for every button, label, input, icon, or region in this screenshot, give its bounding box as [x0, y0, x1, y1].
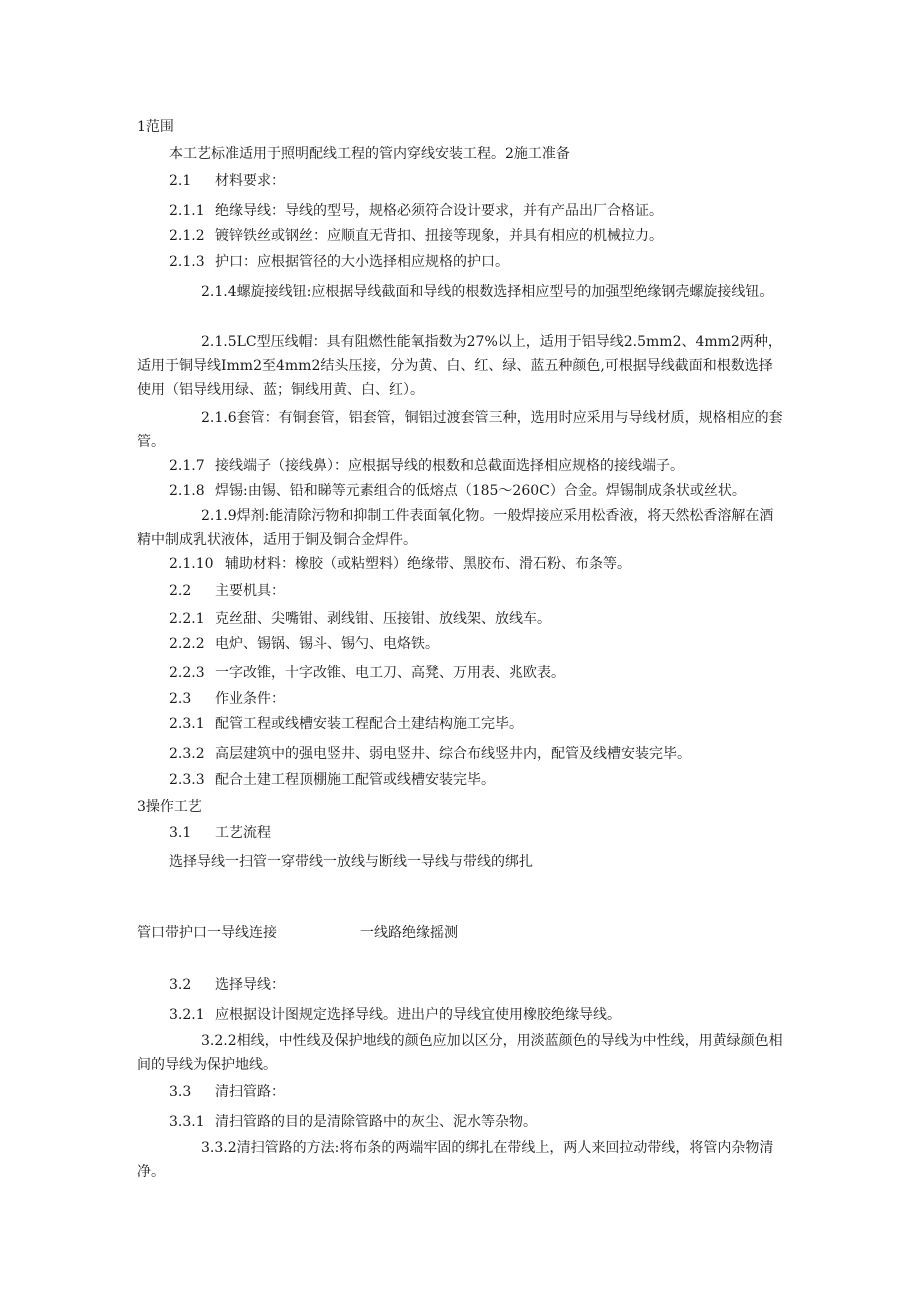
item-text: 焊锡:由锡、铅和睇等元素组合的低熔点（185～260C）合金。焊锡制成条状或丝状。 — [215, 483, 746, 499]
item-3-3-1 — [169, 1112, 537, 1132]
item-text: 套管：有铜套管，铝套管，铜铝过渡套管三种，选用时应采用与导线材质，规格相应的套管。 — [137, 410, 783, 450]
item-2-1-2 — [169, 226, 663, 246]
item-text: 清扫管路的目的是清除管路中的灰尘、泥水等杂物。 — [215, 1114, 537, 1130]
item-text: 选择导线： — [215, 977, 285, 993]
item-2-1-4 — [137, 280, 785, 304]
item-text: 作业条件： — [215, 691, 285, 707]
item-text: 配合土建工程顶棚施工配管或线槽安装完毕。 — [215, 772, 495, 788]
item-number: 2.1.6 — [201, 410, 237, 426]
item-text: 焊剂:能清除污物和抑制工件表面氧化物。一般焊接应采用松香液，将天然松香溶解在酒精中制成乳状液体，适用于铜及铜合金焊件。 — [137, 508, 774, 548]
item-number: 2.3.1 — [169, 716, 205, 732]
item-2-2 — [169, 581, 285, 601]
item-text: 主要机具： — [215, 583, 285, 599]
flow-line-1: 选择导线一扫管一穿带线一放线与断线一导线与带线的绑扎 — [169, 854, 533, 870]
item-text: 清扫管路： — [215, 1084, 285, 1100]
item-number: 2.1 — [169, 173, 192, 189]
item-number: 2.1.1 — [169, 203, 205, 219]
item-text: 配管工程或线槽安装工程配合土建结构施工完毕。 — [215, 716, 523, 732]
item-text: LC型压线帽：具有阻燃性能氧指数为27%以上，适用于铝导线2.5mm2、4mm2两种，适用于铜导线Imm2至4mm2结头压接，分为黄、白、红、绿、蓝五种颜色,可根据导线截面和根数选择使用（铝导线用绿、蓝；铜线用黄、白、红）。 — [137, 334, 782, 398]
item-text: 镀锌铁丝或钢丝：应顺直无背扣、扭接等现象，并具有相应的机械拉力。 — [215, 228, 663, 244]
item-text: 接线端子（接线鼻）：应根据导线的根数和总截面选择相应规格的接线端子。 — [215, 458, 684, 474]
item-text: 电炉、锡锅、锡斗、锡勺、电烙铁。 — [215, 636, 439, 652]
item-text: 高层建筑中的强电竖井、弱电竖井、综合布线竖井内，配管及线槽安装完毕。 — [215, 746, 691, 762]
item-2-1-7 — [169, 456, 684, 476]
section-1-title: 1范围 — [137, 119, 174, 135]
item-number: 2.2 — [169, 583, 192, 599]
item-2-3-3 — [169, 770, 495, 790]
item-2-1-5 — [137, 330, 785, 402]
item-2-1 — [169, 171, 285, 191]
item-number: 3.2.2 — [201, 1033, 237, 1049]
item-2-3-2 — [169, 744, 691, 764]
item-number: 2.2.2 — [169, 636, 205, 652]
item-number: 3.1 — [169, 825, 192, 841]
item-number: 2.3.3 — [169, 772, 205, 788]
item-number: 2.1.5 — [201, 334, 237, 350]
item-2-1-10 — [169, 554, 631, 574]
item-text: 螺旋接线钮:应根据导线截面和导线的根数选择相应型号的加强型绝缘钢壳螺旋接线钮。 — [236, 284, 774, 300]
item-2-2-2 — [169, 634, 439, 654]
item-3-3 — [169, 1082, 285, 1102]
item-3-2-1 — [169, 1005, 621, 1025]
item-3-1 — [169, 823, 271, 843]
item-2-1-1 — [169, 201, 663, 221]
item-text: 相线，中性线及保护地线的颜色应加以区分，用淡蓝颜色的导线为中性线，用黄绿颜色相间的导线为保护地线。 — [137, 1033, 783, 1073]
flow-line-2-left: 管口带护口一导线连接 — [137, 925, 277, 941]
item-2-1-6 — [137, 406, 785, 454]
item-number: 2.1.4 — [201, 284, 237, 300]
item-2-1-3 — [169, 252, 509, 272]
item-2-3 — [169, 689, 285, 709]
item-text: 辅助材料：橡胶（或粘塑料）绝缘带、黑胶布、滑石粉、布条等。 — [225, 556, 631, 572]
item-2-2-1 — [169, 609, 551, 629]
item-number: 2.3.2 — [169, 746, 205, 762]
item-3-2-2 — [137, 1029, 785, 1077]
item-text: 绝缘导线：导线的型号，规格必须符合设计要求，并有产品出厂合格证。 — [215, 203, 663, 219]
item-number: 2.1.3 — [169, 254, 205, 270]
item-3-2 — [169, 975, 285, 995]
item-number: 2.2.1 — [169, 611, 205, 627]
item-number: 2.1.10 — [169, 556, 214, 572]
item-2-1-8 — [169, 481, 746, 501]
section-3-title: 3操作工艺 — [137, 799, 202, 815]
item-text: 应根据设计图规定选择导线。进出户的导线宜使用橡胶绝缘导线。 — [215, 1007, 621, 1023]
item-number: 2.1.2 — [169, 228, 205, 244]
item-text: 材料要求： — [215, 173, 285, 189]
item-2-2-3 — [169, 663, 565, 683]
item-text: 护口：应根据管径的大小选择相应规格的护口。 — [215, 254, 509, 270]
item-3-3-2 — [137, 1136, 785, 1184]
item-number: 3.3.1 — [169, 1114, 205, 1130]
section-1-body: 本工艺标准适用于照明配线工程的管内穿线安装工程。2施工准备 — [169, 146, 570, 162]
item-number: 2.1.8 — [169, 483, 205, 499]
item-number: 2.1.7 — [169, 458, 205, 474]
item-2-3-1 — [169, 714, 523, 734]
item-number: 2.2.3 — [169, 665, 205, 681]
item-number: 3.3.2 — [201, 1140, 237, 1156]
item-text: 克丝甜、尖嘴钳、剥线钳、压接钳、放线架、放线车。 — [215, 611, 551, 627]
item-number: 2.1.9 — [201, 508, 237, 524]
item-number: 3.2.1 — [169, 1007, 205, 1023]
item-2-1-9 — [137, 504, 785, 552]
flow-line-2-right: 一线路绝缘摇测 — [360, 925, 458, 941]
item-number: 2.3 — [169, 691, 192, 707]
item-text: 清扫管路的方法:将布条的两端牢固的绑扎在带线上，两人来回拉动带线，将管内杂物清净。 — [137, 1140, 774, 1180]
item-text: 一字改锥，十字改锥、电工刀、高凳、万用表、兆欧表。 — [215, 665, 565, 681]
item-number: 3.3 — [169, 1084, 192, 1100]
item-text: 工艺流程 — [215, 825, 271, 841]
item-number: 3.2 — [169, 977, 192, 993]
